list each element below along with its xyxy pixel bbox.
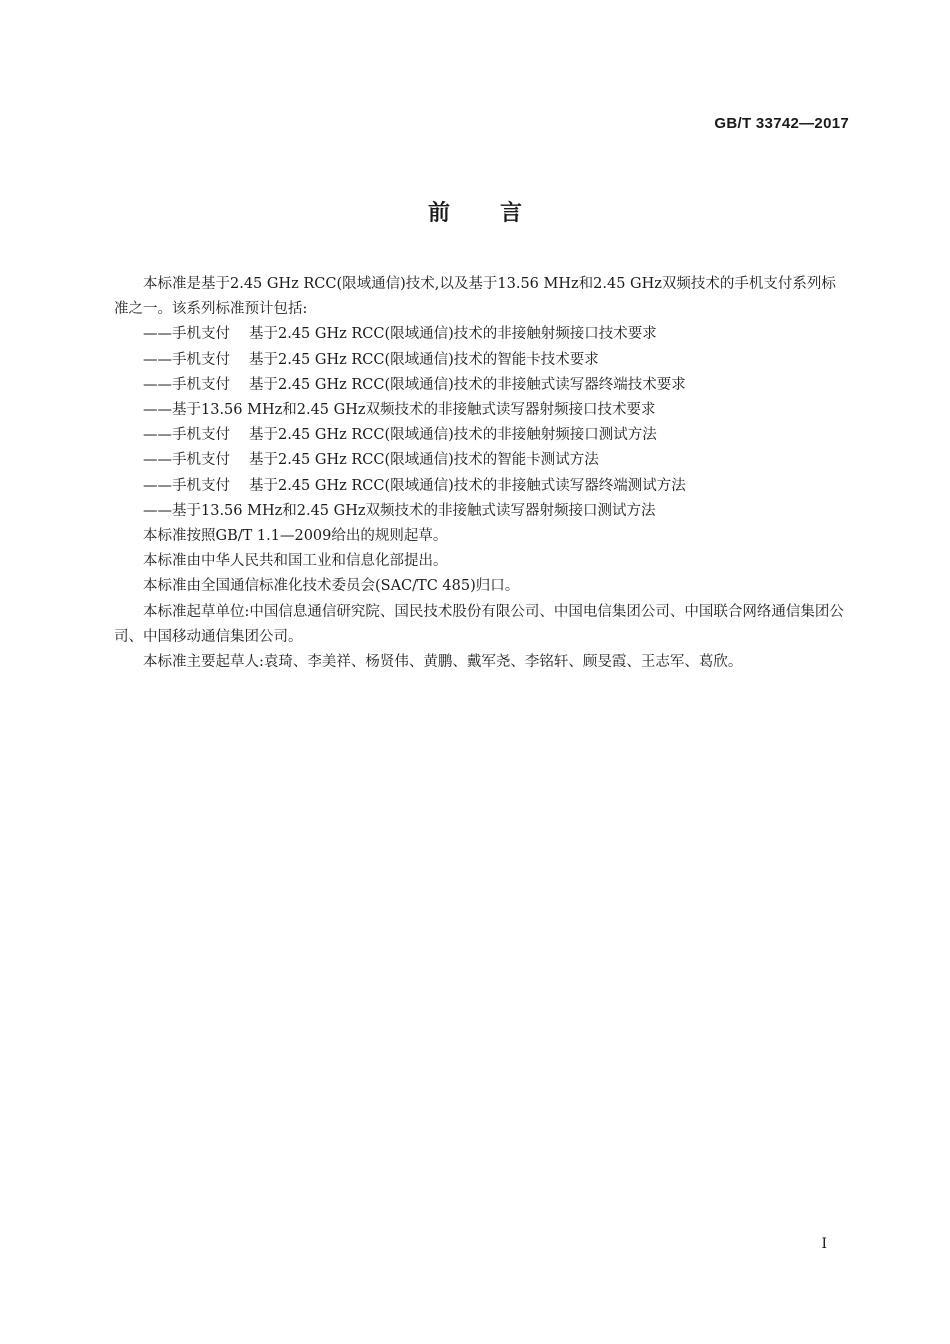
series-list: [114, 322, 850, 524]
list-item: [114, 373, 850, 398]
standard-code: GB/T 33742—2017: [714, 115, 849, 132]
list-item-text: 基于2.45 GHz RCC(限域通信)技术的非接触式读写器终端测试方法: [249, 477, 686, 494]
list-item-prefix: ——手机支付: [143, 427, 230, 444]
list-item: [114, 398, 850, 423]
list-item: [114, 499, 850, 524]
drafting-units-paragraph: 本标准起草单位:中国信息通信研究院、国民技术股份有限公司、中国电信集团公司、中国联合网络通信集团公司、中国移动通信集团公司。: [114, 603, 844, 645]
list-item: [114, 474, 850, 499]
list-item-prefix: ——手机支付: [143, 452, 230, 469]
intro-paragraph: 本标准是基于2.45 GHz RCC(限域通信)技术,以及基于13.56 MHz和2.45 GHz双频技术的手机支付系列标准之一。该系列标准预计包括:: [114, 276, 836, 318]
page-number: I: [821, 1236, 827, 1252]
list-item-text: 基于2.45 GHz RCC(限域通信)技术的非接触射频接口测试方法: [249, 427, 657, 444]
list-item: [114, 423, 850, 448]
list-item-text: 基于2.45 GHz RCC(限域通信)技术的智能卡技术要求: [249, 351, 599, 368]
list-item-text: 基于13.56 MHz和2.45 GHz双频技术的非接触式读写器射频接口测试方法: [172, 502, 656, 519]
list-item: [114, 322, 850, 347]
list-item-prefix: ——手机支付: [143, 351, 230, 368]
list-item-prefix: ——: [143, 502, 172, 519]
list-item-text: 基于2.45 GHz RCC(限域通信)技术的智能卡测试方法: [249, 452, 599, 469]
drafting-rules-paragraph: 本标准按照GB/T 1.1—2009给出的规则起草。: [143, 528, 448, 545]
administration-paragraph: 本标准由全国通信标准化技术委员会(SAC/TC 485)归口。: [143, 578, 520, 595]
list-item-prefix: ——: [143, 402, 172, 419]
drafters-paragraph: 本标准主要起草人:袁琦、李美祥、杨贤伟、黄鹏、戴军尧、李铭轩、顾旻霞、王志军、葛欣。: [143, 654, 743, 671]
list-item-prefix: ——手机支付: [143, 326, 230, 343]
page-title: 前言: [427, 201, 572, 226]
list-item-prefix: ——手机支付: [143, 376, 230, 393]
list-item-text: 基于13.56 MHz和2.45 GHz双频技术的非接触式读写器射频接口技术要求: [172, 402, 656, 419]
list-item-text: 基于2.45 GHz RCC(限域通信)技术的非接触式读写器终端技术要求: [249, 376, 686, 393]
document-body: [114, 272, 850, 675]
list-item-text: 基于2.45 GHz RCC(限域通信)技术的非接触射频接口技术要求: [249, 326, 657, 343]
list-item: [114, 348, 850, 373]
list-item: [114, 448, 850, 473]
proposer-paragraph: 本标准由中华人民共和国工业和信息化部提出。: [143, 553, 448, 570]
list-item-prefix: ——手机支付: [143, 477, 230, 494]
